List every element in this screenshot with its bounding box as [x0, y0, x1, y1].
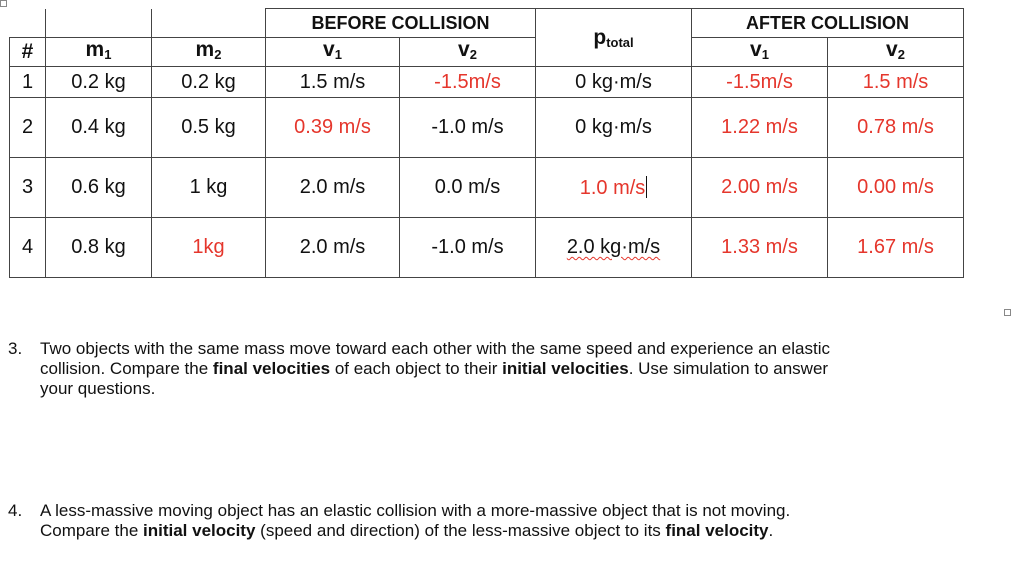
question-text — [40, 501, 1008, 541]
question-text-part: . — [768, 521, 774, 540]
m1-cell[interactable]: 0.6 kg — [46, 158, 152, 218]
v1-before-subscript: 1 — [334, 46, 342, 62]
table-row — [10, 67, 964, 98]
question-bold-term: initial velocity — [143, 521, 256, 540]
after-collision-header: AFTER COLLISION — [692, 9, 964, 38]
m2-header — [152, 38, 266, 67]
question-bold-term: initial velocities — [502, 359, 629, 378]
v1-before-cell[interactable]: 2.0 m/s — [266, 158, 400, 218]
v2-after-cell[interactable]: 1.67 m/s — [828, 218, 964, 278]
row-number-cell: 2 — [10, 98, 46, 158]
ptotal-symbol: p — [593, 25, 607, 49]
v1-after-cell[interactable]: -1.5m/s — [692, 67, 828, 98]
question-text — [40, 339, 1008, 399]
table-row — [10, 98, 964, 158]
empty-header-cell — [46, 9, 152, 38]
m1-cell[interactable]: 0.4 kg — [46, 98, 152, 158]
v2-after-cell[interactable]: 1.5 m/s — [828, 67, 964, 98]
v1-after-cell[interactable]: 1.33 m/s — [692, 218, 828, 278]
question-line: A less-massive moving object has an elastic collision with a more-massive object that is not moving. — [40, 501, 791, 520]
question-text-part: Compare the — [40, 521, 143, 540]
m2-cell[interactable]: 1 kg — [152, 158, 266, 218]
row-number-cell: 4 — [10, 218, 46, 278]
question-number: 3. — [8, 339, 23, 358]
v2-after-cell[interactable]: 0.78 m/s — [828, 98, 964, 158]
m2-cell[interactable]: 1kg — [152, 218, 266, 278]
v1-after-cell[interactable]: 1.22 m/s — [692, 98, 828, 158]
question-bold-term: final velocities — [212, 359, 331, 378]
ptotal-cell[interactable]: 0 kg·m/s — [536, 98, 692, 158]
empty-header-cell — [152, 9, 266, 38]
v2-before-symbol: v — [458, 37, 470, 61]
v1-before-symbol: v — [323, 37, 335, 61]
question-number: 4. — [8, 501, 23, 520]
ptotal-value: 1.0 m/s — [579, 176, 646, 199]
collision-table — [9, 8, 964, 278]
m1-header — [46, 38, 152, 67]
v1-before-cell[interactable]: 1.5 m/s — [266, 67, 400, 98]
v2-before-cell[interactable]: -1.0 m/s — [400, 218, 536, 278]
ptotal-value: 2.0 kg·m/s — [566, 236, 661, 258]
v2-after-header — [828, 38, 964, 67]
ptotal-subscript: total — [606, 34, 634, 50]
table-row — [10, 158, 964, 218]
ptotal-cell[interactable]: 0 kg·m/s — [536, 67, 692, 98]
table-row — [10, 218, 964, 278]
question-text-part: (speed and direction) of the less-massive object to its — [255, 521, 666, 540]
v2-after-cell[interactable]: 0.00 m/s — [828, 158, 964, 218]
ptotal-cell[interactable] — [536, 218, 692, 278]
v1-before-cell[interactable]: 0.39 m/s — [266, 98, 400, 158]
question-line: your questions. — [40, 379, 156, 398]
question-text-part: . Use simulation to answer — [628, 359, 829, 378]
question-text-part: of each object to their — [330, 359, 503, 378]
question-3 — [8, 339, 1008, 399]
v2-before-cell[interactable]: -1.5m/s — [400, 67, 536, 98]
question-text-part: collision. Compare the — [40, 359, 213, 378]
empty-header-cell — [10, 9, 46, 38]
m2-cell[interactable]: 0.5 kg — [152, 98, 266, 158]
table-move-handle[interactable] — [0, 0, 7, 7]
question-bold-term: final velocity — [665, 521, 769, 540]
v2-after-subscript: 2 — [897, 46, 905, 62]
v2-before-cell[interactable]: 0.0 m/s — [400, 158, 536, 218]
v1-after-cell[interactable]: 2.00 m/s — [692, 158, 828, 218]
v2-before-subscript: 2 — [469, 46, 477, 62]
before-collision-header: BEFORE COLLISION — [266, 9, 536, 38]
v1-after-header — [692, 38, 828, 67]
question-line: Two objects with the same mass move toward each other with the same speed and experience an elastic — [40, 339, 830, 358]
table-resize-handle[interactable] — [1004, 309, 1011, 316]
v2-before-header — [400, 38, 536, 67]
row-number-cell: 3 — [10, 158, 46, 218]
question-4 — [8, 501, 1008, 541]
text-cursor — [646, 176, 647, 198]
row-number-header: # — [10, 38, 46, 67]
m1-subscript: 1 — [104, 46, 112, 62]
header-row-groups — [10, 9, 964, 38]
m1-cell[interactable]: 0.2 kg — [46, 67, 152, 98]
v2-after-symbol: v — [886, 37, 898, 61]
v1-after-subscript: 1 — [761, 46, 769, 62]
v2-before-cell[interactable]: -1.0 m/s — [400, 98, 536, 158]
m1-symbol: m — [85, 37, 105, 61]
ptotal-cell[interactable] — [536, 158, 692, 218]
m1-cell[interactable]: 0.8 kg — [46, 218, 152, 278]
m2-subscript: 2 — [214, 46, 222, 62]
v1-before-header — [266, 38, 400, 67]
ptotal-header — [536, 9, 692, 67]
v1-before-cell[interactable]: 2.0 m/s — [266, 218, 400, 278]
header-row-variables — [10, 38, 964, 67]
m2-symbol: m — [195, 37, 215, 61]
m2-cell[interactable]: 0.2 kg — [152, 67, 266, 98]
v1-after-symbol: v — [750, 37, 762, 61]
row-number-cell: 1 — [10, 67, 46, 98]
